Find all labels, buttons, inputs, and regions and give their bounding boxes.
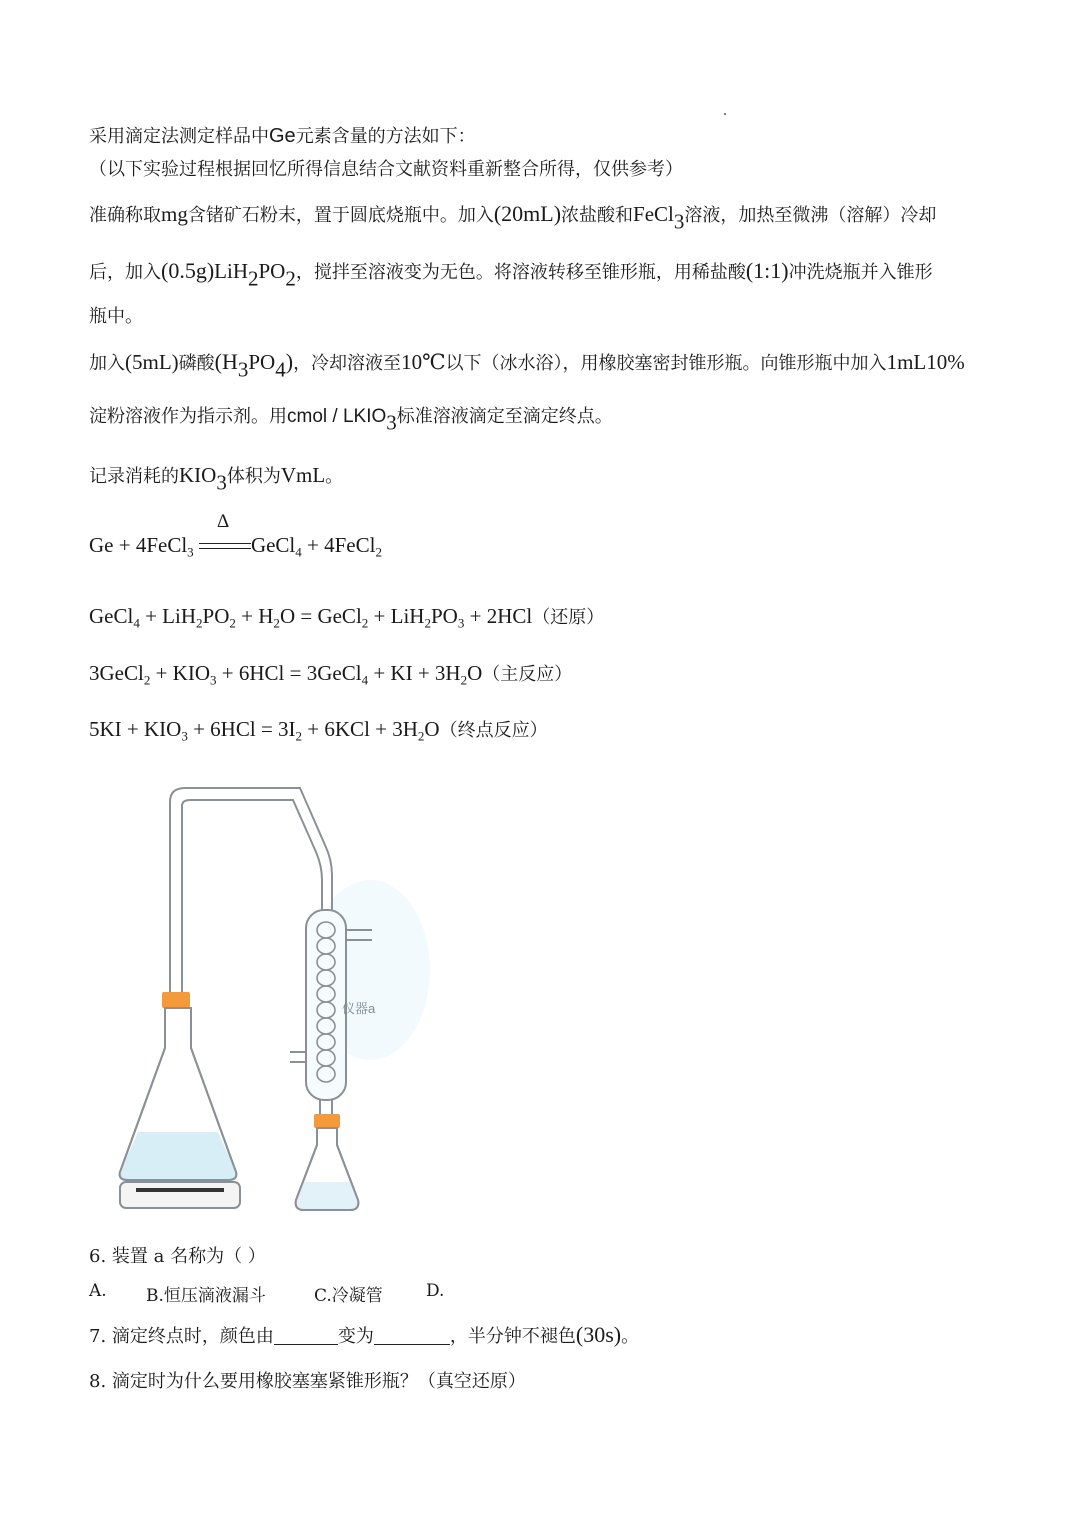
p2-a: 后，加入 (89, 262, 161, 283)
question-6: 6. 装置 a 名称为（ ） (89, 1246, 266, 1267)
r1-right-sub2: 2 (375, 544, 382, 560)
answer-blank-1[interactable] (274, 1326, 338, 1345)
p4-b: 磷酸 (178, 353, 215, 374)
large-flask-stopper (162, 992, 190, 1008)
r3-b: + KIO (150, 661, 211, 685)
p4-c: ，冷却溶液至 (293, 353, 402, 374)
r4-a: 5KI + KIO (89, 717, 182, 741)
r1-right-sub: 4 (295, 544, 302, 560)
p1-b: 含锗矿石粉末，置于圆底烧瓶中。加入 (187, 205, 494, 226)
instrument-a-label: 仪器a (342, 1001, 376, 1016)
r2-h: + 2HCl (464, 604, 533, 628)
p6-c: 。 (325, 466, 344, 487)
q7-time: (30s) (575, 1322, 622, 1347)
choice-d[interactable]: D. (426, 1281, 445, 1301)
answer-blank-2[interactable] (374, 1326, 450, 1345)
p4-temp: 10℃ (401, 350, 446, 374)
p2-sub2: 2 (285, 266, 296, 291)
r2-g: PO (430, 604, 458, 628)
r2-f: + LiH (368, 604, 425, 628)
p6-v: VmL (280, 463, 326, 487)
r4-s1: 3 (181, 728, 188, 744)
p4-formula-close: ) (285, 349, 294, 374)
question-8: 8. 滴定时为什么要用橡胶塞塞紧锥形瓶？（真空还原） (89, 1371, 526, 1392)
p1-m: mg (161, 202, 188, 226)
procedure-line-1 (89, 201, 937, 234)
p1-c: 浓盐酸和 (561, 205, 634, 226)
p4-sub1: 3 (237, 357, 249, 382)
choice-a[interactable]: A. (89, 1281, 107, 1301)
r4-s3: 2 (417, 728, 425, 744)
r4-d: O (424, 717, 440, 741)
choice-b[interactable]: B.恒压滴液漏斗 (146, 1286, 266, 1306)
reaction-3 (89, 660, 572, 686)
p2-reagent-b: PO (258, 259, 286, 283)
p6-a: 记录消耗的 (89, 466, 179, 487)
p1-vol: (20mL) (493, 201, 562, 226)
p4-a: 加入 (89, 353, 125, 374)
intro-title (89, 124, 476, 148)
r3-d: + KI + 3H (368, 661, 461, 685)
p1-d: 溶液，加热至微沸（溶解）冷却 (684, 205, 937, 226)
p1-reagent-sub: 3 (673, 209, 685, 234)
r3-s4: 2 (460, 672, 468, 688)
q7-d: 。 (621, 1326, 640, 1347)
r2-e: O = GeCl (279, 604, 362, 628)
small-flask-stopper (314, 1114, 340, 1128)
p4-formula-open: (H (214, 349, 238, 374)
reaction-2 (89, 603, 604, 629)
q7-c: ，半分钟不褪色 (449, 1326, 576, 1347)
small-flask-liquid (296, 1182, 359, 1210)
r3-c: + 6HCl = 3GeCl (216, 661, 362, 685)
large-flask-liquid (120, 1132, 237, 1180)
intro-title-text-b: 元素含量的方法如下： (295, 126, 476, 147)
r2-s1: 4 (133, 615, 140, 631)
r2-s7: 3 (457, 615, 465, 631)
p2-mass: (0.5g) (161, 258, 215, 283)
q7-a: 7. 滴定终点时，颜色由 (89, 1326, 274, 1347)
r3-s3: 4 (361, 672, 369, 688)
r4-c: + 6KCl + 3H (302, 717, 418, 741)
r4-b: + 6HCl = 3I (187, 717, 296, 741)
r4-note: （终点反应） (439, 720, 548, 741)
p2-sub1: 2 (247, 266, 259, 291)
p5-conc: cmol / LKIO (287, 406, 387, 427)
r1-left-sub: 3 (187, 544, 194, 560)
procedure-line-5 (89, 406, 613, 435)
p4-vol: (5mL) (125, 350, 179, 374)
r1-left: Ge + 4FeCl (89, 533, 188, 557)
p1-reagent: FeCl (633, 202, 674, 226)
question-7 (89, 1322, 639, 1348)
intro-disclaimer: （以下实验过程根据回忆所得信息结合文献资料重新整合所得，仅供参考） (89, 159, 683, 180)
r2-s6: 2 (424, 615, 431, 631)
p5-b: 标准溶液滴定至滴定终点。 (396, 406, 613, 427)
r3-a: 3GeCl (89, 661, 144, 685)
r3-note: （主反应） (482, 664, 573, 685)
p4-sub2: 4 (275, 357, 286, 382)
equals-bar-bottom (199, 548, 251, 549)
heat-equals-sign (199, 511, 251, 557)
r2-s5: 2 (361, 615, 369, 631)
reaction-4 (89, 716, 548, 742)
r2-d: + H (235, 604, 274, 628)
r4-s2: 2 (295, 728, 303, 744)
p4-d: 以下（冰水浴），用橡胶塞密封锥形瓶。向锥形瓶中加入 (445, 353, 887, 374)
apparatus-diagram (110, 780, 430, 1220)
r2-s4: 2 (273, 615, 280, 631)
equals-bar-top (199, 543, 251, 544)
p1-a: 准确称取 (89, 205, 161, 226)
p6-b: 体积为 (226, 466, 281, 487)
procedure-line-3: 瓶中。 (89, 306, 143, 327)
r2-b: + LiH (139, 604, 197, 628)
r2-a: GeCl (89, 604, 134, 628)
p4-formula-mid: PO (248, 350, 276, 374)
p6-kio: KIO (179, 463, 217, 487)
r2-s2: 2 (196, 615, 203, 631)
p5-sub: 3 (386, 410, 397, 435)
p2-b: ，搅拌至溶液变为无色。将溶液转移至锥形瓶，用稀盐酸 (295, 262, 746, 283)
reaction-1 (89, 511, 382, 560)
heat-condition: Δ (216, 511, 230, 533)
p2-c: 冲洗烧瓶并入锥形 (788, 262, 933, 283)
r1-right-b: + 4FeCl (301, 533, 376, 557)
hot-plate (120, 1182, 240, 1208)
intro-title-ge: Ge (269, 125, 296, 147)
procedure-line-4 (89, 349, 965, 382)
r3-e: O (467, 661, 483, 685)
p4-indicator: 1mL10% (886, 350, 965, 374)
r3-s2: 3 (210, 672, 217, 688)
q7-b: 变为 (337, 1326, 374, 1347)
r1-right: GeCl (250, 533, 296, 557)
speck (724, 113, 726, 115)
r2-s3: 2 (229, 615, 236, 631)
procedure-line-6 (89, 463, 344, 495)
p2-reagent: LiH (214, 259, 248, 283)
procedure-line-2 (89, 258, 933, 291)
p5-a: 淀粉溶液作为指示剂。用 (89, 406, 287, 427)
choice-c[interactable]: C.冷凝管 (314, 1286, 383, 1306)
hot-plate-stir-bar (136, 1188, 224, 1192)
r3-s1: 2 (143, 672, 151, 688)
p6-sub: 3 (216, 470, 227, 495)
intro-title-text-a: 采用滴定法测定样品中 (89, 126, 269, 147)
p2-ratio: (1:1) (745, 258, 789, 283)
delivery-tube-inner (182, 800, 322, 1000)
r2-note: （还原） (532, 607, 605, 628)
r2-c: PO (202, 604, 230, 628)
condenser-inlet-arm (290, 1052, 306, 1062)
